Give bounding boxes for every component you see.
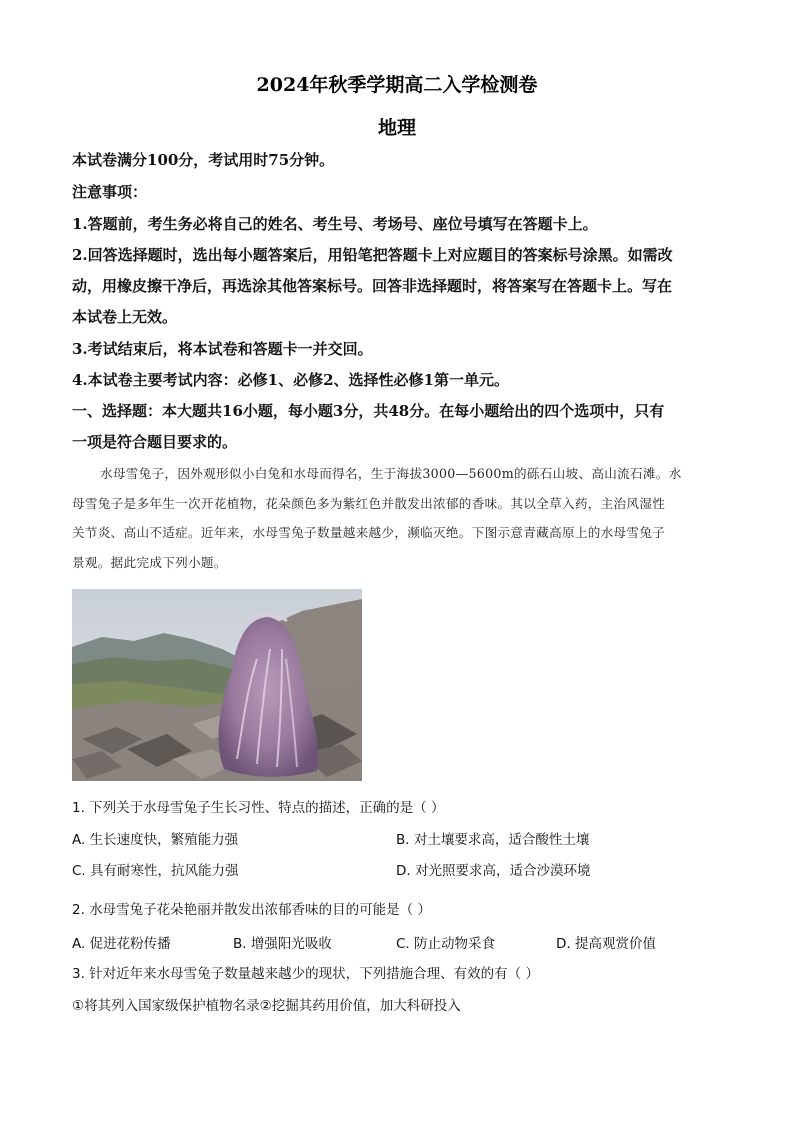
notice-item-1: 1.答题前，考生务必将自己的姓名、考生号、考场号、座位号填写在答题卡上。 — [72, 215, 598, 233]
exam-title: 2024年秋季学期高二入学检测卷 — [256, 74, 538, 96]
question-3-statements: ①将其列入国家级保护植物名录②挖掘其药用价值，加大科研投入 — [72, 998, 461, 1014]
notice-item-4: 4.本试卷主要考试内容：必修1、必修2、选择性必修1第一单元。 — [72, 371, 509, 389]
q1-option-b: B. 对土壤要求高，适合酸性土壤 — [396, 832, 590, 848]
notice-item-2-cont: 动，用橡皮擦干净后，再选涂其他答案标号。回答非选择题时，将答案写在答题卡上。写在 — [72, 277, 673, 295]
notice-item-3: 3.考试结束后，将本试卷和答题卡一并交回。 — [72, 340, 373, 358]
section-heading: 一、选择题：本大题共16小题，每小题3分，共48分。在每小题给出的四个选项中，只有 — [72, 402, 665, 420]
q1-option-c: C. 具有耐寒性，抗风能力强 — [72, 863, 239, 879]
question-2: 2. 水母雪兔子花朵艳丽并散发出浓郁香味的目的可能是（ ） — [72, 902, 431, 918]
score-time-line: 本试卷满分100分，考试用时75分钟。 — [72, 151, 335, 169]
passage-line: 水母雪兔子，因外观形似小白兔和水母而得名，生于海拔3000—5600m的砾石山坡、高山流石滩。水 — [100, 466, 682, 481]
section-heading-cont: 一项是符合题目要求的。 — [72, 433, 238, 451]
q2-option-d: D. 提高观赏价值 — [556, 936, 656, 952]
question-3: 3. 针对近年来水母雪兔子数量越来越少的现状，下列措施合理、有效的有（ ） — [72, 966, 539, 982]
notice-item-2-end: 本试卷上无效。 — [72, 308, 178, 326]
notice-item-2: 2.回答选择题时，选出每小题答案后，用铅笔把答题卡上对应题目的答案标号涂黑。如需改 — [72, 246, 673, 264]
q2-option-b: B. 增强阳光吸收 — [233, 936, 332, 952]
notice-heading: 注意事项： — [72, 183, 148, 201]
q1-option-a: A. 生长速度快，繁殖能力强 — [72, 832, 239, 848]
q2-option-a: A. 促进花粉传播 — [72, 936, 171, 952]
q1-option-d: D. 对光照要求高，适合沙漠环境 — [396, 863, 591, 879]
reading-passage — [72, 459, 720, 577]
subject-title: 地理 — [377, 117, 416, 139]
question-1: 1. 下列关于水母雪兔子生长习性、特点的描述，正确的是（ ） — [72, 800, 445, 816]
photo-icon — [72, 589, 362, 781]
passage-line: 关节炎、高山不适症。近年来，水母雪兔子数量越来越少，濒临灭绝。下图示意青藏高原上的水母雪兔子 — [72, 525, 666, 540]
passage-line: 景观。据此完成下列小题。 — [72, 554, 227, 570]
snow-lotus-photo — [72, 589, 362, 781]
passage-line: 母雪兔子是多年生一次开花植物，花朵颜色多为紫红色并散发出浓郁的香味。其以全草入药，主治风湿性 — [72, 495, 666, 511]
q2-option-c: C. 防止动物采食 — [396, 936, 496, 952]
